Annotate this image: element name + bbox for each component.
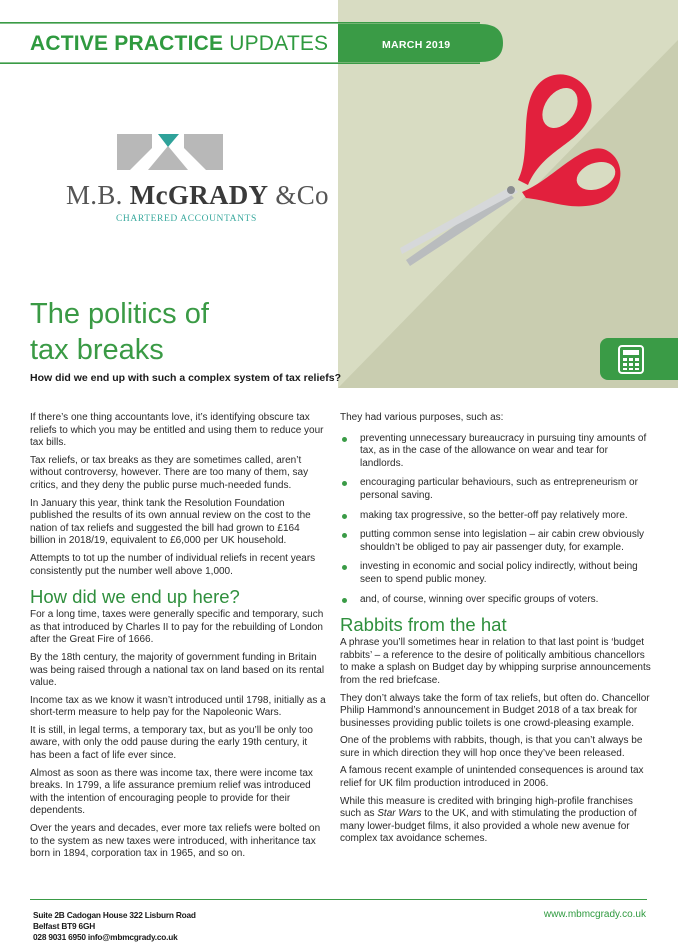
article-standfirst: How did we end up with such a complex system of tax reliefs? <box>30 372 341 384</box>
right-column <box>340 412 652 851</box>
paragraph: It is still, in legal terms, a temporary tax, but as you’ll be only too aware, with only the odd pause during the early 19th century, it has been a fact of life ever since. <box>30 724 313 762</box>
list-item: preventing unnecessary bureaucracy in pursuing tiny amounts of tax, as in the case of the allowance on wear and tear for landlords. <box>340 433 652 471</box>
bullet-icon <box>342 481 347 486</box>
bullet-icon <box>342 565 347 570</box>
bullet-icon <box>342 598 347 603</box>
list-item: encouraging particular behaviours, such as entrepreneurism or personal saving. <box>340 477 652 502</box>
paragraph: Attempts to tot up the number of individual reliefs in recent years consistently put the number well above 1,000. <box>30 552 316 577</box>
paragraph: Tax reliefs, or tax breaks as they are sometimes called, aren’t without controversy, however. There are too many of them, say critics, and they deny the public purse much-needed funds. <box>30 454 309 491</box>
paragraph: They don’t always take the form of tax reliefs, but often do. Chancellor Philip Hammond’s announcement in Budget 2018 of a tax break for businesses providing public toilets is one crowd-pleasing example. <box>340 692 650 729</box>
company-subtitle: CHARTERED ACCOUNTANTS <box>116 214 257 224</box>
footer-divider <box>30 899 647 900</box>
calculator-tab <box>600 338 678 380</box>
paragraph: While this measure is credited with bringing high-profile franchises such as Star Wars to the UK, and with stimulating the production of many lower-budget films, it also provided a whole new avenue for complex tax avoidance schemes. <box>340 795 637 845</box>
issue-date: MARCH 2019 <box>382 39 451 51</box>
list-item: and, of course, winning over specific groups of voters. <box>340 594 652 607</box>
paragraph: A famous recent example of unintended consequences is around tax relief for UK film production introduced in 2006. <box>340 765 644 790</box>
list-item: putting common sense into legislation – air cabin crew obviously shouldn’t be obliged to pay air passenger duty, for example. <box>340 529 652 554</box>
paragraph: They had various purposes, such as: <box>340 412 504 423</box>
footer-address: Suite 2B Cadogan House 322 Lisburn Road Belfast BT9 6GH 028 9031 6950 info@mbmcgrady.co.uk <box>33 910 196 942</box>
company-name: M.B. McGRADY &Co <box>66 180 329 210</box>
paragraph: By the 18th century, the majority of government funding in Britain was being raised through a national tax on land based on its rental value. <box>30 651 325 689</box>
paragraph: A phrase you’ll sometimes hear in relation to that last point is ‘budget rabbits’ – a reference to the desire of politically ambitious chancellors to make a splash on Budget day by whipping surprise announcements from the red briefcase. <box>340 637 651 686</box>
paragraph: Over the years and decades, ever more tax reliefs were bolted on to the system as new taxes were introduced, with inheritance tax born in 1894, corporation tax in 1965, and so on. <box>30 823 321 860</box>
paragraph: If there’s one thing accountants love, it’s identifying obscure tax reliefs to which you may be entitled and using them to reduce your tax bills. <box>30 412 324 449</box>
bullet-icon <box>342 437 347 442</box>
paragraph: One of the problems with rabbits, though, is that you can’t always be sure in which direction they will hop once they’ve been released. <box>340 735 643 759</box>
newsletter-title: ACTIVE PRACTICE UPDATES <box>30 32 329 55</box>
article-title: The politics of tax breaks <box>30 298 209 366</box>
bullet-icon <box>342 514 347 519</box>
left-column <box>30 412 326 866</box>
list-item: making tax progressive, so the better-off pay relatively more. <box>340 510 652 523</box>
paragraph: For a long time, taxes were generally specific and temporary, such as that introduced by Charles II to pay for the rebuilding of London after the Great Fire of 1666. <box>30 609 324 646</box>
list-item: investing in economic and social policy indirectly, without being seen to spend public money. <box>340 561 652 586</box>
bullet-icon <box>342 533 347 538</box>
calculator-icon <box>618 345 644 374</box>
section-heading: Rabbits from the hat <box>340 614 507 636</box>
paragraph: Income tax as we know it wasn’t introduced until 1798, initially as a short-term measure to help pay for the Napoleonic Wars. <box>30 694 326 719</box>
bullet-list <box>340 433 652 607</box>
paragraph: Almost as soon as there was income tax, there were income tax breaks. In 1799, a life assurance premium relief was introduced with the intention of encouraging people to provide for their dependents. <box>30 767 313 817</box>
website-link[interactable]: www.mbmcgrady.co.uk <box>543 909 646 920</box>
paragraph: In January this year, think tank the Resolution Foundation published the results of its own annual review on the cost to the nation of tax reliefs and suggested the bill had grown to £164 billion in 2018/19, equivalent to £6,000 per UK household. <box>30 497 311 547</box>
section-heading: How did we end up here? <box>30 586 240 608</box>
